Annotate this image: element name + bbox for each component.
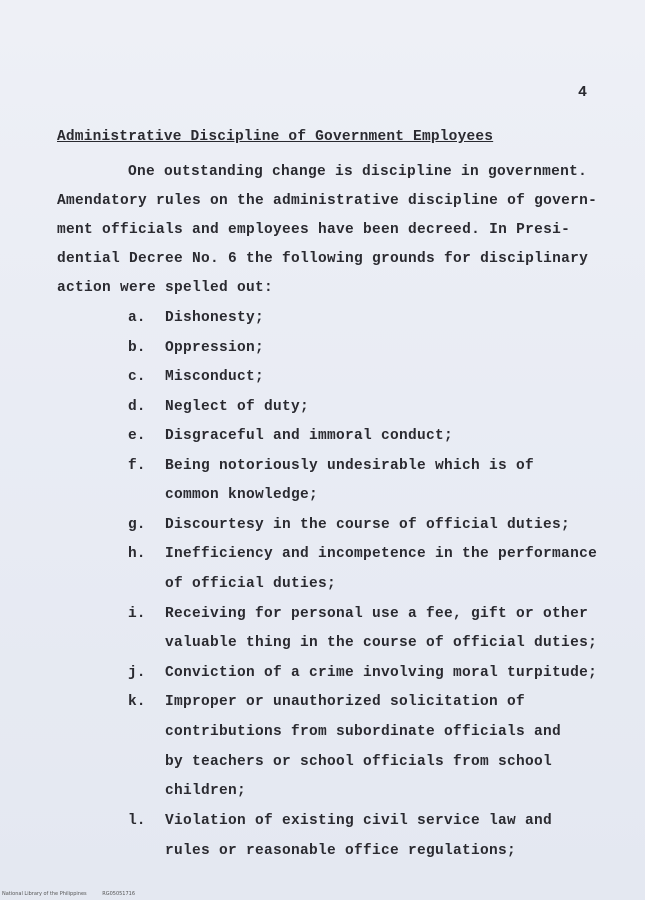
list-item-text: valuable thing in the course of official duties; xyxy=(165,635,598,651)
intro-line: Amendatory rules on the administrative discipline of govern- xyxy=(57,193,598,209)
list-item-text: children; xyxy=(165,783,247,799)
intro-line: One outstanding change is discipline in government. xyxy=(128,164,588,180)
list-item-letter: f. xyxy=(128,458,146,474)
scan-footer xyxy=(2,891,149,897)
list-item-text: Inefficiency and incompetence in the performance xyxy=(165,546,598,562)
list-item-text: Misconduct; xyxy=(165,369,265,385)
list-item-text: Disgraceful and immoral conduct; xyxy=(165,428,454,444)
list-item-text: Improper or unauthorized solicitation of xyxy=(165,694,526,710)
list-item-letter: a. xyxy=(128,310,146,326)
list-item-letter: c. xyxy=(128,369,146,385)
list-item-letter: g. xyxy=(128,517,146,533)
list-item-letter: l. xyxy=(128,813,146,829)
list-item-letter: k. xyxy=(128,694,146,710)
list-item-text: Discourtesy in the course of official duties; xyxy=(165,517,571,533)
footer-code: RG05051716 xyxy=(102,891,136,897)
list-item-letter: d. xyxy=(128,399,146,415)
list-item-letter: e. xyxy=(128,428,146,444)
list-item-letter: b. xyxy=(128,340,146,356)
list-item-text: Receiving for personal use a fee, gift or other xyxy=(165,606,589,622)
intro-line: ment officials and employees have been decreed. In Presi- xyxy=(57,222,571,238)
list-item-text: Violation of existing civil service law and xyxy=(165,813,553,829)
list-item-text: by teachers or school officials from school xyxy=(165,754,553,770)
list-item-text: Oppression; xyxy=(165,340,265,356)
section-heading: Administrative Discipline of Government Employees xyxy=(57,129,494,145)
list-item-text: Neglect of duty; xyxy=(165,399,310,415)
list-item-text: of official duties; xyxy=(165,576,337,592)
list-item-text: rules or reasonable office regulations; xyxy=(165,843,517,859)
list-item-text: Conviction of a crime involving moral turpitude; xyxy=(165,665,598,681)
list-item-text: contributions from subordinate officials and xyxy=(165,724,562,740)
footer-library: National Library of the Philippines xyxy=(2,891,87,897)
intro-line: dential Decree No. 6 the following grounds for disciplinary xyxy=(57,251,589,267)
page-number: 4 xyxy=(578,84,588,101)
list-item-letter: i. xyxy=(128,606,146,622)
list-item-text: common knowledge; xyxy=(165,487,319,503)
list-item-text: Being notoriously undesirable which is of xyxy=(165,458,535,474)
intro-line: action were spelled out: xyxy=(57,280,274,296)
list-item-letter: h. xyxy=(128,546,146,562)
list-item-text: Dishonesty; xyxy=(165,310,265,326)
list-item-letter: j. xyxy=(128,665,146,681)
